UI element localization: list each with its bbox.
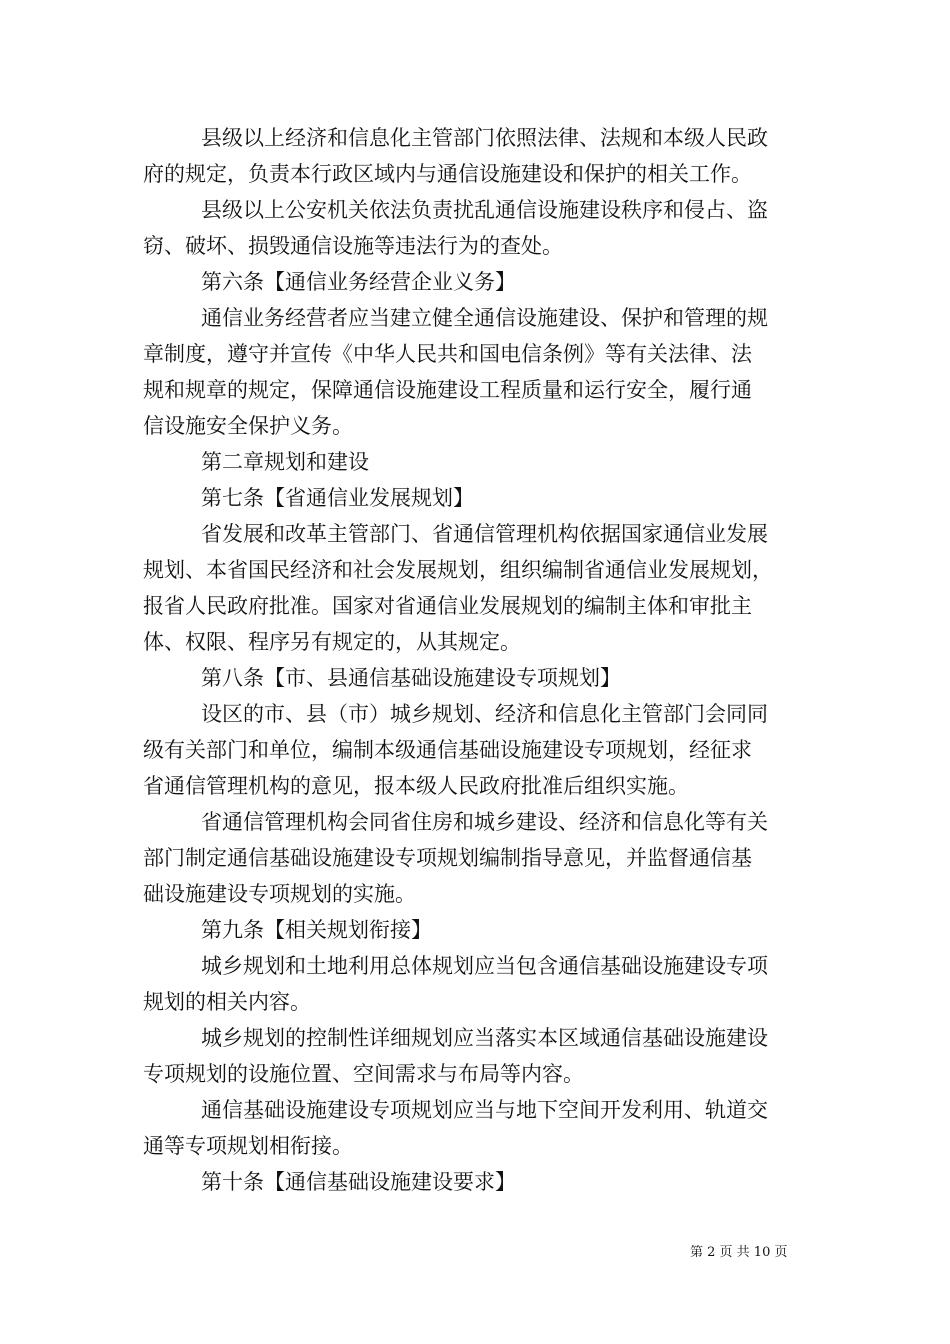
text-line: 第九条【相关规划衔接】	[201, 918, 432, 942]
text-line: 规划的相关内容。	[143, 990, 311, 1014]
text-line: 专项规划的设施位置、空间需求与布局等内容。	[143, 1062, 584, 1086]
text-line: 第六条【通信业务经营企业义务】	[201, 270, 516, 294]
text-line: 窃、破坏、损毁通信设施等违法行为的查处。	[143, 234, 563, 258]
text-line: 第八条【市、县通信基础设施建设专项规划】	[201, 666, 621, 690]
text-line: 县级以上经济和信息化主管部门依照法律、法规和本级人民政	[201, 126, 768, 150]
text-line: 础设施建设专项规划的实施。	[143, 882, 416, 906]
text-line: 省通信管理机构的意见，报本级人民政府批准后组织实施。	[143, 774, 689, 798]
text-line: 城乡规划和土地利用总体规划应当包含通信基础设施建设专项	[201, 954, 768, 978]
text-line: 设区的市、县（市）城乡规划、经济和信息化主管部门会同同	[201, 702, 768, 726]
text-line: 第十条【通信基础设施建设要求】	[201, 1170, 516, 1194]
text-line: 规和规章的规定，保障通信设施建设工程质量和运行安全，履行通	[143, 378, 752, 402]
text-line: 省发展和改革主管部门、省通信管理机构依据国家通信业发展	[201, 522, 768, 546]
text-line: 通等专项规划相衔接。	[143, 1134, 353, 1158]
text-line: 级有关部门和单位，编制本级通信基础设施建设专项规划，经征求	[143, 738, 752, 762]
text-line: 县级以上公安机关依法负责扰乱通信设施建设秩序和侵占、盗	[201, 198, 768, 222]
text-line: 省通信管理机构会同省住房和城乡建设、经济和信息化等有关	[201, 810, 768, 834]
text-line: 通信业务经营者应当建立健全通信设施建设、保护和管理的规	[201, 306, 768, 330]
text-line: 城乡规划的控制性详细规划应当落实本区域通信基础设施建设	[201, 1026, 768, 1050]
text-line: 通信基础设施建设专项规划应当与地下空间开发利用、轨道交	[201, 1098, 768, 1122]
text-line: 信设施安全保护义务。	[143, 414, 353, 438]
text-line: 部门制定通信基础设施建设专项规划编制指导意见，并监督通信基	[143, 846, 752, 870]
text-line: 第七条【省通信业发展规划】	[201, 486, 474, 510]
text-line: 章制度，遵守并宣传《中华人民共和国电信条例》等有关法律、法	[143, 342, 752, 366]
text-line: 府的规定，负责本行政区域内与通信设施建设和保护的相关工作。	[143, 162, 752, 186]
page-number-footer: 第 2 页 共 10 页	[690, 1245, 788, 1260]
document-body	[143, 120, 811, 1200]
text-line: 体、权限、程序另有规定的，从其规定。	[143, 630, 521, 654]
text-line: 报省人民政府批准。国家对省通信业发展规划的编制主体和审批主	[143, 594, 752, 618]
text-line: 第二章规划和建设	[201, 450, 369, 474]
text-line: 规划、本省国民经济和社会发展规划，组织编制省通信业发展规划，	[143, 558, 773, 582]
